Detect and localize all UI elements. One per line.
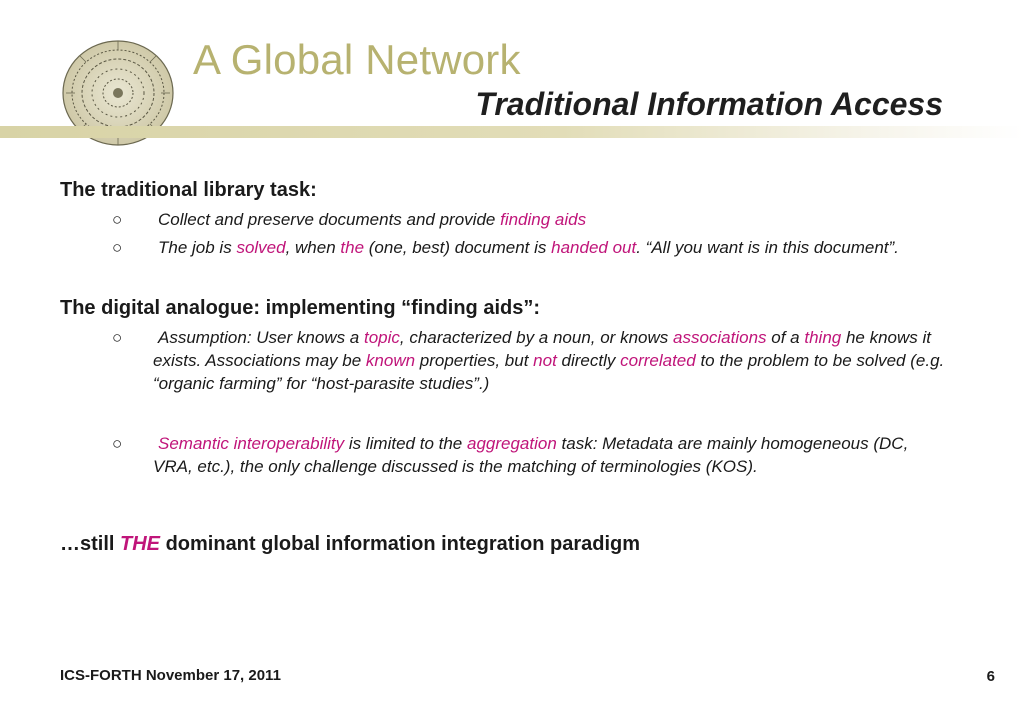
- section-heading-digital-analogue: The digital analogue: implementing “finding aids”:: [60, 297, 541, 319]
- page-subtitle: Traditional Information Access: [475, 86, 943, 122]
- page-title: A Global Network: [193, 36, 521, 83]
- list-item: ○ The job is solved, when the (one, best) document is handed out. “All you want is in this document”.: [112, 238, 899, 257]
- closing-statement: …still THE dominant global information integration paradigm: [60, 533, 641, 555]
- list-item: ○ Collect and preserve documents and provide finding aids: [112, 210, 587, 229]
- header-divider: [0, 126, 1023, 138]
- footer-text: ICS-FORTH November 17, 2011: [60, 667, 281, 684]
- section-heading-library-task: The traditional library task:: [60, 179, 317, 201]
- bullet-circle-icon: ○: [112, 238, 123, 257]
- list-item: ○ Assumption: User knows a topic, characterized by a noun, or knows associations of a thing he knows it exists. Associations may be known properties, but not directly correlated to the problem to be solved (e.g. “organic farming” for “host-parasite studies”.): [112, 328, 945, 393]
- bullet-circle-icon: ○: [112, 434, 123, 453]
- page-number: 6: [986, 668, 995, 685]
- bullet-circle-icon: ○: [112, 328, 123, 347]
- bullet-circle-icon: ○: [112, 210, 123, 229]
- list-item: ○ Semantic interoperability is limited to the aggregation task: Metadata are mainly homogeneous (DC, VRA, etc.), the only challenge discussed is the matching of terminologies (KOS).: [112, 434, 909, 476]
